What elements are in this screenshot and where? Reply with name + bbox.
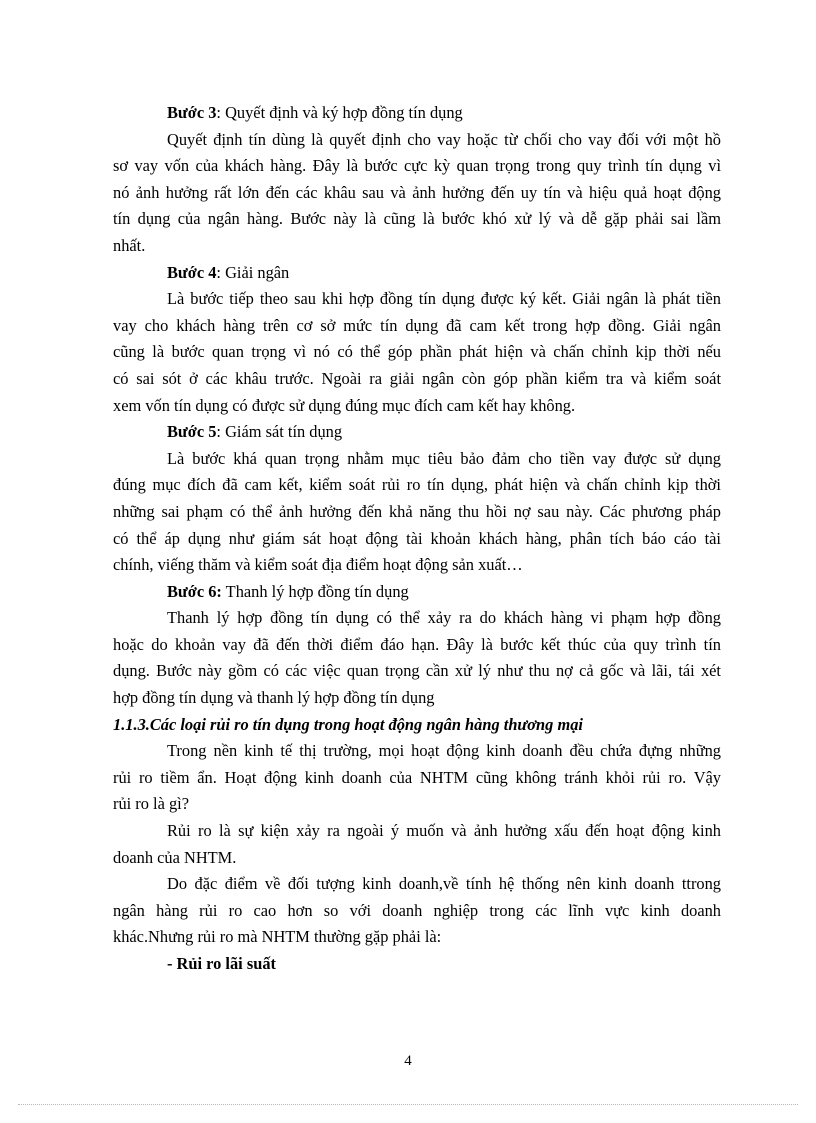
- paragraph-line: Trong nền kinh tế thị trường, mọi hoạt động kinh doanh đều chứa đựng những: [167, 741, 721, 761]
- section-heading: 1.1.3.Các loại rủi ro tín dụng trong hoạt động ngân hàng thương mại: [113, 714, 583, 734]
- paragraph-line: nó ảnh hưởng rất lớn đến các khâu sau và ảnh hưởng đến uy tín và hiệu quả hoạt động: [113, 182, 721, 202]
- page-footer-divider: [18, 1104, 798, 1105]
- paragraph-line: Do đặc điểm về đối tượng kinh doanh,về tính hệ thống nên kinh doanh ttrong: [167, 874, 721, 894]
- step4-heading: [113, 260, 721, 287]
- paragraph-line: chính, viếng thăm và kiểm soát địa điểm hoạt động sản xuất…: [113, 555, 523, 575]
- paragraph-line: Thanh lý hợp đồng tín dụng có thể xảy ra do khách hàng vi phạm hợp đồng: [167, 608, 721, 628]
- paragraph-line: đúng mục đích đã cam kết, kiểm soát rủi ro tín dụng, phát hiện và chấn chỉnh kịp thời: [113, 475, 721, 495]
- step6-label: Bước 6:: [167, 581, 222, 601]
- paragraph-line: những sai phạm có thể ảnh hưởng đến khả năng thu hồi nợ sau này. Các phương pháp: [113, 501, 721, 521]
- step6-heading: [113, 579, 721, 606]
- paragraph-line: ngân hàng rủi ro cao hơn so với doanh nghiệp trong các lĩnh vực kinh doanh: [113, 900, 721, 920]
- paragraph-line: hoặc do khoản vay đã đến thời điểm đáo hạn. Đây là bước kết thúc của quy trình tín: [113, 634, 721, 654]
- paragraph-line: có thể áp dụng như giám sát hoạt động tài khoản khách hàng, phân tích báo cáo tài: [113, 528, 721, 548]
- paragraph-line: tín dụng của ngân hàng. Bước này là cũng là bước khó xử lý và dễ gặp phải sai lầm: [113, 209, 721, 229]
- paragraph-line: có sai sót ở các khâu trước. Ngoài ra giải ngân còn góp phần kiểm tra và kiểm soát: [113, 368, 721, 388]
- paragraph-line: sơ vay vốn của khách hàng. Đây là bước cực kỳ quan trọng trong quy trình tín dụng vì: [113, 156, 721, 176]
- step3-label: Bước 3: [167, 103, 217, 122]
- paragraph-line: khác.Nhưng rủi ro mà NHTM thường gặp phải là:: [113, 927, 442, 947]
- paragraph-line: cũng là bước quan trọng vì nó có thể góp phần phát hiện và chấn chỉnh kịp thời nếu: [113, 342, 721, 362]
- step3-title: : Quyết định và ký hợp đồng tín dụng: [216, 103, 463, 122]
- paragraph-line: Rủi ro là sự kiện xảy ra ngoài ý muốn và ảnh hưởng xấu đến hoạt động kinh: [167, 821, 721, 841]
- page-number: 4: [404, 1053, 412, 1069]
- paragraph-line: dụng. Bước này gồm có các việc quan trọng cần xử lý như thu nợ cả gốc và lãi, tái xét: [113, 661, 721, 681]
- paragraph-line: rủi ro tiềm ẩn. Hoạt động kinh doanh của NHTM cũng không tránh khỏi rủi ro. Vậy: [113, 767, 721, 787]
- step4-label: Bước 4: [167, 262, 217, 282]
- document-page: [113, 100, 721, 978]
- step6-title: Thanh lý hợp đồng tín dụng: [221, 581, 409, 601]
- paragraph-line: xem vốn tín dụng có được sử dụng đúng mục đích cam kết hay không.: [113, 395, 576, 415]
- paragraph-line: rủi ro là gì?: [113, 794, 190, 814]
- step5-title: : Giám sát tín dụng: [216, 422, 343, 442]
- step5-heading: [113, 419, 721, 446]
- paragraph-line: Là bước tiếp theo sau khi hợp đồng tín dụng được ký kết. Giải ngân là phát tiền: [167, 289, 721, 309]
- paragraph-line: doanh của NHTM.: [113, 847, 237, 867]
- step3-heading: [113, 100, 721, 127]
- paragraph-line: vay cho khách hàng trên cơ sở mức tín dụng đã cam kết trong hợp đồng. Giải ngân: [113, 315, 721, 335]
- paragraph-line: nhất.: [113, 235, 146, 255]
- paragraph-line: Là bước khá quan trọng nhằm mục tiêu bảo đảm cho tiền vay được sử dụng: [167, 448, 721, 468]
- step5-label: Bước 5: [167, 422, 217, 442]
- subheading: - Rủi ro lãi suất: [167, 954, 276, 973]
- paragraph-line: hợp đồng tín dụng và thanh lý hợp đồng tín dụng: [113, 688, 435, 708]
- paragraph-line: Quyết định tín dùng là quyết định cho vay hoặc từ chối cho vay đối với một hồ: [167, 129, 721, 149]
- step4-title: : Giải ngân: [216, 262, 290, 282]
